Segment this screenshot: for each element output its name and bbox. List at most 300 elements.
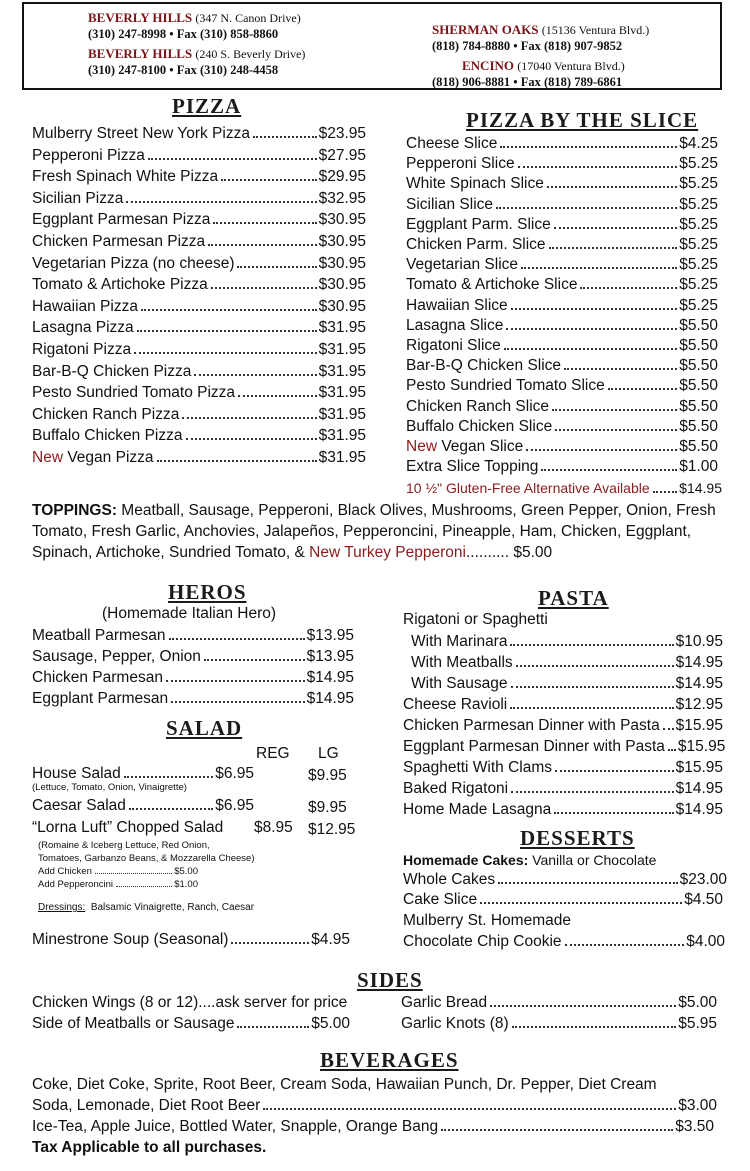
item-label-text: Eggplant Parmesan Pizza: [32, 211, 211, 229]
item-price: $30.95: [318, 211, 366, 229]
item-label-text: Chicken Parmesan Pizza: [32, 233, 206, 250]
item-price: $5.50: [679, 377, 718, 395]
leader-dots: [564, 368, 677, 370]
item-price: $5.95: [678, 1015, 717, 1032]
item-label-text: Bar-B-Q Chicken Pizza: [32, 362, 192, 380]
menu-item: [406, 296, 718, 316]
item-price: $30.95: [318, 276, 366, 294]
item-label-text: Bar-B-Q Chicken Slice: [406, 357, 562, 375]
menu-item: [32, 210, 366, 230]
item-price: $14.95: [675, 654, 723, 671]
item-price: $10.95: [675, 633, 723, 650]
cakes-heading: Homemade Cakes:: [403, 852, 529, 868]
leader-dots: [213, 222, 316, 224]
item-label-text: Hawaiian Pizza: [32, 297, 138, 315]
garlic-bread-item: [401, 993, 717, 1013]
leader-dots: [116, 886, 172, 887]
menu-item: [403, 758, 723, 778]
menu-item: [406, 457, 718, 477]
item-price: $5.25: [679, 155, 718, 173]
leader-dots: [263, 1108, 676, 1110]
gluten-free-item: [406, 478, 722, 498]
menu-item: [406, 336, 718, 356]
toppings-new-item: New Turkey Pepperoni: [309, 544, 466, 561]
item-label: [32, 232, 205, 252]
item-label-text: Sausage, Pepper, Onion: [32, 648, 201, 665]
location-phone: (310) 247-8100 • Fax (310) 248-4458: [88, 63, 279, 77]
location-beverly-hills-canon: [88, 10, 301, 42]
item-price: $14.95: [675, 801, 723, 818]
item-price: $5.25: [679, 296, 718, 314]
item-label: [32, 167, 218, 187]
item-label: [411, 653, 513, 673]
item-label-text: Pepperoni Slice: [406, 155, 515, 173]
leader-dots: [169, 638, 305, 640]
pizza-title: PIZZA: [172, 94, 242, 118]
leader-dots: [237, 266, 316, 268]
item-price: $31.95: [318, 449, 366, 466]
item-label: [32, 275, 208, 295]
item-label-text: Tomato & Artichoke Slice: [406, 276, 578, 294]
item-price: $31.95: [318, 384, 366, 402]
item-label: [32, 124, 250, 144]
menu-item: [411, 653, 723, 673]
item-price: $4.95: [311, 931, 350, 948]
item-label: [403, 758, 552, 778]
item-label-text: With Meatballs: [411, 654, 513, 671]
add-pepperoncini-item: [38, 875, 198, 895]
toppings-heading: TOPPINGS:: [32, 502, 117, 519]
leader-dots: [141, 309, 317, 311]
item-label: [406, 316, 503, 336]
menu-item: [406, 316, 718, 336]
leader-dots: [137, 330, 317, 332]
soda-item: [32, 1096, 717, 1116]
leader-dots: [166, 680, 305, 682]
menu-item: [32, 405, 366, 425]
menu-item: [406, 154, 718, 174]
item-label: Cake Slice: [403, 891, 478, 908]
item-price: $3.50: [675, 1118, 714, 1135]
item-label-text: Mulberry Street New York Pizza: [32, 125, 250, 142]
item-price: $15.95: [675, 717, 723, 734]
toppings-price: $5.00: [513, 544, 553, 561]
menu-item: [32, 297, 366, 317]
leader-dots: [186, 438, 317, 440]
item-label: [411, 674, 508, 694]
item-label-text: With Marinara: [411, 633, 508, 650]
menu-item: [403, 800, 723, 820]
item-label: [406, 376, 605, 396]
leader-dots: [480, 902, 682, 904]
item-price: $32.95: [318, 189, 366, 207]
item-label: Soda, Lemonade, Diet Root Beer: [32, 1097, 261, 1114]
item-label: [32, 362, 191, 382]
item-price: $12.95: [675, 696, 723, 713]
item-label: [32, 210, 210, 230]
item-label-text: Home Made Lasagna: [403, 801, 552, 818]
item-label-text: Vegetarian Slice: [406, 256, 519, 274]
item-label-text: Buffalo Chicken Slice: [406, 417, 553, 435]
item-label: [403, 737, 665, 757]
item-label: [32, 668, 163, 688]
item-label: [32, 189, 123, 209]
leader-dots: [204, 659, 305, 661]
location-phone: (310) 247-8998 • Fax (310) 858-8860: [88, 27, 279, 41]
leader-dots: [496, 207, 677, 209]
item-label: [32, 647, 201, 667]
item-label-text: Sicilian Pizza: [32, 189, 124, 207]
item-label: [406, 356, 561, 376]
leader-dots: [171, 701, 304, 703]
item-label-text: Chicken Ranch Pizza: [32, 405, 180, 423]
heros-title: HEROS: [168, 580, 247, 604]
item-label-text: Eggplant Parmesan Dinner with Pasta: [403, 738, 665, 755]
leader-dots: [518, 166, 678, 168]
item-label: [406, 174, 544, 194]
item-label: [32, 448, 154, 468]
leader-dots: ..........: [465, 544, 510, 561]
menu-item: [406, 275, 718, 295]
item-price: $1.00: [174, 879, 198, 890]
menu-item: [403, 779, 723, 799]
leader-dots: [441, 1129, 673, 1131]
leader-dots: [238, 395, 317, 397]
menu-item: [406, 174, 718, 194]
other-drinks-item: [32, 1117, 714, 1137]
toppings-paragraph: [32, 500, 728, 563]
item-label: [406, 296, 508, 316]
menu-item: [32, 124, 366, 144]
leader-dots: [526, 449, 677, 451]
item-label-text: Rigatoni Pizza: [32, 341, 132, 358]
item-price: $5.25: [679, 236, 718, 253]
item-label-text: Spaghetti With Clams: [403, 759, 553, 776]
item-price: $14.95: [306, 690, 354, 707]
item-label: [32, 626, 166, 646]
item-price: $5.25: [679, 195, 718, 213]
item-label: Garlic Bread: [401, 994, 488, 1011]
menu-item: [32, 275, 366, 295]
item-label-text: Eggplant Parmesan: [32, 690, 169, 707]
item-price: $30.95: [318, 254, 366, 272]
leader-dots: [511, 686, 674, 688]
item-price: $5.50: [679, 357, 718, 375]
item-label: [406, 195, 493, 215]
item-price: $5.50: [679, 438, 718, 455]
menu-item: [32, 668, 354, 688]
item-price: $5.00: [174, 866, 198, 877]
lorna-salad-label: “Lorna Luft” Chopped Salad: [32, 819, 224, 836]
item-price: $5.25: [679, 175, 718, 193]
leader-dots: [208, 244, 316, 246]
leader-dots: [498, 882, 677, 884]
leader-dots: [194, 374, 316, 376]
menu-item: [32, 189, 366, 209]
house-salad-lg-price: $9.95: [308, 767, 347, 784]
item-label: [32, 383, 235, 403]
item-price: $14.95: [679, 480, 722, 496]
item-price: $5.00: [311, 1015, 350, 1032]
item-price: $5.50: [679, 316, 718, 334]
leader-dots: [500, 146, 677, 148]
cakes-line: [403, 850, 656, 870]
leader-dots: [653, 491, 678, 493]
item-label-text: Baked Rigatoni: [403, 780, 509, 797]
item-label: Minestrone Soup (Seasonal): [32, 931, 229, 948]
item-label: [403, 800, 551, 820]
item-price-reg: $6.95: [215, 797, 254, 814]
item-price: $14.95: [306, 669, 354, 686]
heros-subtitle: (Homemade Italian Hero): [102, 605, 277, 622]
leader-dots: [95, 873, 172, 874]
leader-dots: [547, 186, 677, 188]
item-price: $31.95: [318, 405, 366, 423]
item-label-text: Sicilian Slice: [406, 195, 494, 213]
location-phone: (818) 784-8880 • Fax (818) 907-9852: [432, 39, 623, 53]
leader-dots: [124, 776, 213, 778]
chicken-wings-item: Chicken Wings (8 or 12)....ask server for price: [32, 994, 348, 1011]
item-price: $31.95: [318, 341, 366, 358]
item-label: [406, 336, 501, 356]
beverages-line-1: Coke, Diet Coke, Sprite, Root Beer, Cream Soda, Hawaiian Punch, Dr. Pepper, Diet Cream: [32, 1076, 657, 1093]
location-name: ENCINO: [462, 58, 515, 73]
slice-title: PIZZA BY THE SLICE: [466, 108, 699, 132]
menu-item: [32, 167, 366, 187]
toppings-list: Meatball, Sausage, Pepperoni, Black Olives, Mushrooms, Green Pepper, Onion, Fresh Tomato, Fresh Garlic, Anchovies, Jalapeños, Pepperoncini, Pineapple, Ham, Chicken, Eggplant, Spinach, Artichoke, Sundried Tomato, &: [32, 502, 716, 561]
item-label: [406, 154, 515, 174]
item-label: Ice-Tea, Apple Juice, Bottled Water, Snapple, Orange Bang: [32, 1118, 439, 1135]
menu-item: [406, 134, 718, 154]
item-label: Add Chicken: [38, 866, 92, 877]
menu-item: [406, 356, 718, 376]
item-label-text: Chicken Parm. Slice: [406, 236, 546, 253]
menu-item: [32, 232, 366, 252]
item-label: [406, 215, 551, 235]
item-label: Whole Cakes: [403, 871, 496, 888]
item-price: $14.95: [675, 780, 723, 797]
leader-dots: [663, 728, 674, 730]
dressings-label: Dressings:: [38, 902, 86, 913]
item-label: Add Pepperoncini: [38, 879, 113, 890]
item-label-text: Lasagna Slice: [406, 316, 504, 334]
leader-dots: [211, 287, 317, 289]
item-price: $1.00: [679, 458, 718, 476]
leader-dots: [237, 1026, 309, 1028]
item-label-text: Vegan Slice: [441, 438, 524, 455]
item-price: $30.95: [318, 297, 366, 315]
leader-dots: [565, 944, 685, 946]
leader-dots: [126, 201, 316, 203]
location-address: (15136 Ventura Blvd.): [541, 23, 650, 37]
item-label: [32, 405, 179, 425]
item-price-reg: $6.95: [215, 765, 254, 782]
salad-col-lg: LG: [318, 745, 339, 762]
menu-item: [406, 417, 718, 437]
item-label: [403, 695, 507, 715]
item-label-text: Pesto Sundried Tomato Pizza: [32, 384, 236, 402]
location-phone: (818) 906-8881 • Fax (818) 789-6861: [432, 75, 623, 89]
item-label-text: White Spinach Slice: [406, 175, 544, 193]
dressings-line: [38, 902, 254, 914]
house-salad-item: [32, 764, 254, 784]
cake-slice-item: [403, 890, 723, 910]
new-badge: New: [406, 438, 438, 455]
menu-item: [406, 437, 718, 457]
leader-dots: [516, 665, 674, 667]
item-label: Side of Meatballs or Sausage: [32, 1015, 235, 1032]
leader-dots: [521, 267, 677, 269]
pasta-title: PASTA: [538, 586, 609, 610]
item-label: 10 ½" Gluten-Free Alternative Available: [406, 480, 650, 496]
item-label-text: Vegetarian Pizza (no cheese): [32, 254, 235, 272]
item-label-text: With Sausage: [411, 675, 508, 692]
item-price: $5.00: [678, 994, 717, 1011]
cookie-item: [403, 932, 725, 952]
leader-dots: [253, 136, 317, 138]
item-label: [32, 254, 234, 274]
beverages-title: BEVERAGES: [320, 1048, 459, 1072]
leader-dots: [554, 227, 677, 229]
leader-dots: [231, 942, 309, 944]
item-label-text: Vegan Pizza: [67, 449, 154, 466]
leader-dots: [221, 179, 317, 181]
item-label-text: Chicken Ranch Slice: [406, 397, 550, 415]
item-price: $13.95: [306, 627, 354, 644]
menu-item: [406, 195, 718, 215]
location-name: SHERMAN OAKS: [432, 22, 539, 37]
leader-dots: [148, 158, 317, 160]
item-label-text: Cheese Ravioli: [403, 696, 508, 713]
item-price: $5.50: [679, 337, 718, 354]
item-label-text: Lasagna Pizza: [32, 319, 134, 337]
menu-item: [32, 340, 366, 360]
menu-item: [32, 426, 366, 446]
menu-item: [32, 626, 354, 646]
item-label: Caesar Salad: [32, 797, 126, 814]
item-label-text: Meatball Parmesan: [32, 627, 166, 644]
menu-item: [403, 737, 726, 757]
item-price: $5.25: [679, 215, 718, 233]
item-label: [32, 318, 134, 338]
leader-dots: [511, 791, 673, 793]
item-label: [32, 340, 131, 360]
item-label: House Salad: [32, 765, 121, 782]
leader-dots: [552, 409, 677, 411]
item-label-text: Pesto Sundried Tomato Slice: [406, 377, 605, 395]
location-address: (240 S. Beverly Drive): [195, 47, 306, 61]
item-label: [32, 297, 138, 317]
item-label-text: Rigatoni Slice: [406, 337, 501, 354]
menu-item: [32, 362, 366, 382]
item-price: $29.95: [318, 168, 366, 186]
location-name: BEVERLY HILLS: [88, 10, 193, 25]
item-price: $4.25: [679, 135, 718, 152]
item-label: [411, 632, 507, 652]
item-label: [406, 457, 538, 477]
sides-title: SIDES: [357, 968, 423, 992]
menu-item: [32, 689, 354, 709]
menu-item: [406, 215, 718, 235]
menu-item: [32, 318, 366, 338]
item-price: $23.95: [318, 125, 366, 142]
item-price: $30.95: [318, 233, 366, 250]
location-address: (17040 Ventura Blvd.): [517, 59, 625, 73]
item-label: [406, 437, 523, 457]
item-price: $31.95: [318, 319, 366, 337]
tax-note: Tax Applicable to all purchases.: [32, 1139, 267, 1156]
desserts-title: DESSERTS: [520, 826, 635, 850]
leader-dots: [510, 707, 673, 709]
leader-dots: [129, 808, 213, 810]
leader-dots: [182, 417, 316, 419]
item-label-text: Extra Slice Topping: [406, 458, 539, 476]
pasta-group-label: Rigatoni or Spaghetti: [403, 611, 548, 628]
leader-dots: [554, 812, 673, 814]
dressings-list: Balsamic Vinaigrette, Ranch, Caesar: [90, 902, 255, 913]
leader-dots: [668, 749, 676, 751]
menu-item: [403, 695, 723, 715]
salad-col-reg: REG: [256, 745, 290, 762]
item-price: $13.95: [306, 648, 354, 665]
locations-header: [22, 2, 722, 90]
menu-item: [32, 254, 366, 274]
item-label-text: Fresh Spinach White Pizza: [32, 168, 219, 186]
item-price: $31.95: [318, 362, 366, 380]
item-price: $5.25: [679, 256, 718, 274]
menu-item: [32, 146, 366, 166]
item-label-text: Chicken Parmesan: [32, 669, 163, 686]
item-label: [403, 779, 508, 799]
leader-dots: [134, 352, 317, 354]
item-label: [406, 235, 546, 255]
location-name: BEVERLY HILLS: [88, 46, 193, 61]
leader-dots: [490, 1005, 676, 1007]
location-beverly-hills-beverly: [88, 46, 305, 78]
item-price: $3.00: [678, 1097, 717, 1114]
leader-dots: [555, 429, 677, 431]
caesar-salad-lg-price: $9.95: [308, 799, 347, 816]
item-label-text: Buffalo Chicken Pizza: [32, 427, 183, 445]
caesar-salad-item: [32, 796, 254, 816]
location-sherman-oaks: [432, 22, 649, 54]
leader-dots: [608, 388, 677, 390]
item-label: [406, 417, 552, 437]
leader-dots: [511, 308, 678, 310]
lorna-salad-note-2: Tomatoes, Garbanzo Beans, & Mozzarella Cheese): [38, 853, 255, 864]
leader-dots: [512, 1026, 677, 1028]
item-price: $15.95: [677, 738, 726, 755]
item-price: $5.25: [679, 276, 718, 294]
lorna-salad-note-1: (Romaine & Iceberg Lettuce, Red Onion,: [38, 840, 210, 851]
leader-dots: [506, 328, 677, 330]
item-label-text: Hawaiian Slice: [406, 296, 508, 314]
salad-title: SALAD: [166, 716, 243, 740]
item-label: [32, 426, 183, 446]
item-label: [403, 716, 660, 736]
location-encino: [432, 58, 625, 90]
menu-item: [32, 448, 366, 468]
item-label: [406, 134, 497, 154]
leader-dots: [549, 247, 678, 249]
menu-item: [32, 383, 366, 403]
new-badge: New: [32, 449, 64, 466]
item-price: $4.50: [684, 891, 723, 908]
item-label: [406, 255, 518, 275]
leader-dots: [504, 348, 677, 350]
menu-item: [411, 632, 723, 652]
cakes-flavors: Vanilla or Chocolate: [532, 852, 657, 868]
